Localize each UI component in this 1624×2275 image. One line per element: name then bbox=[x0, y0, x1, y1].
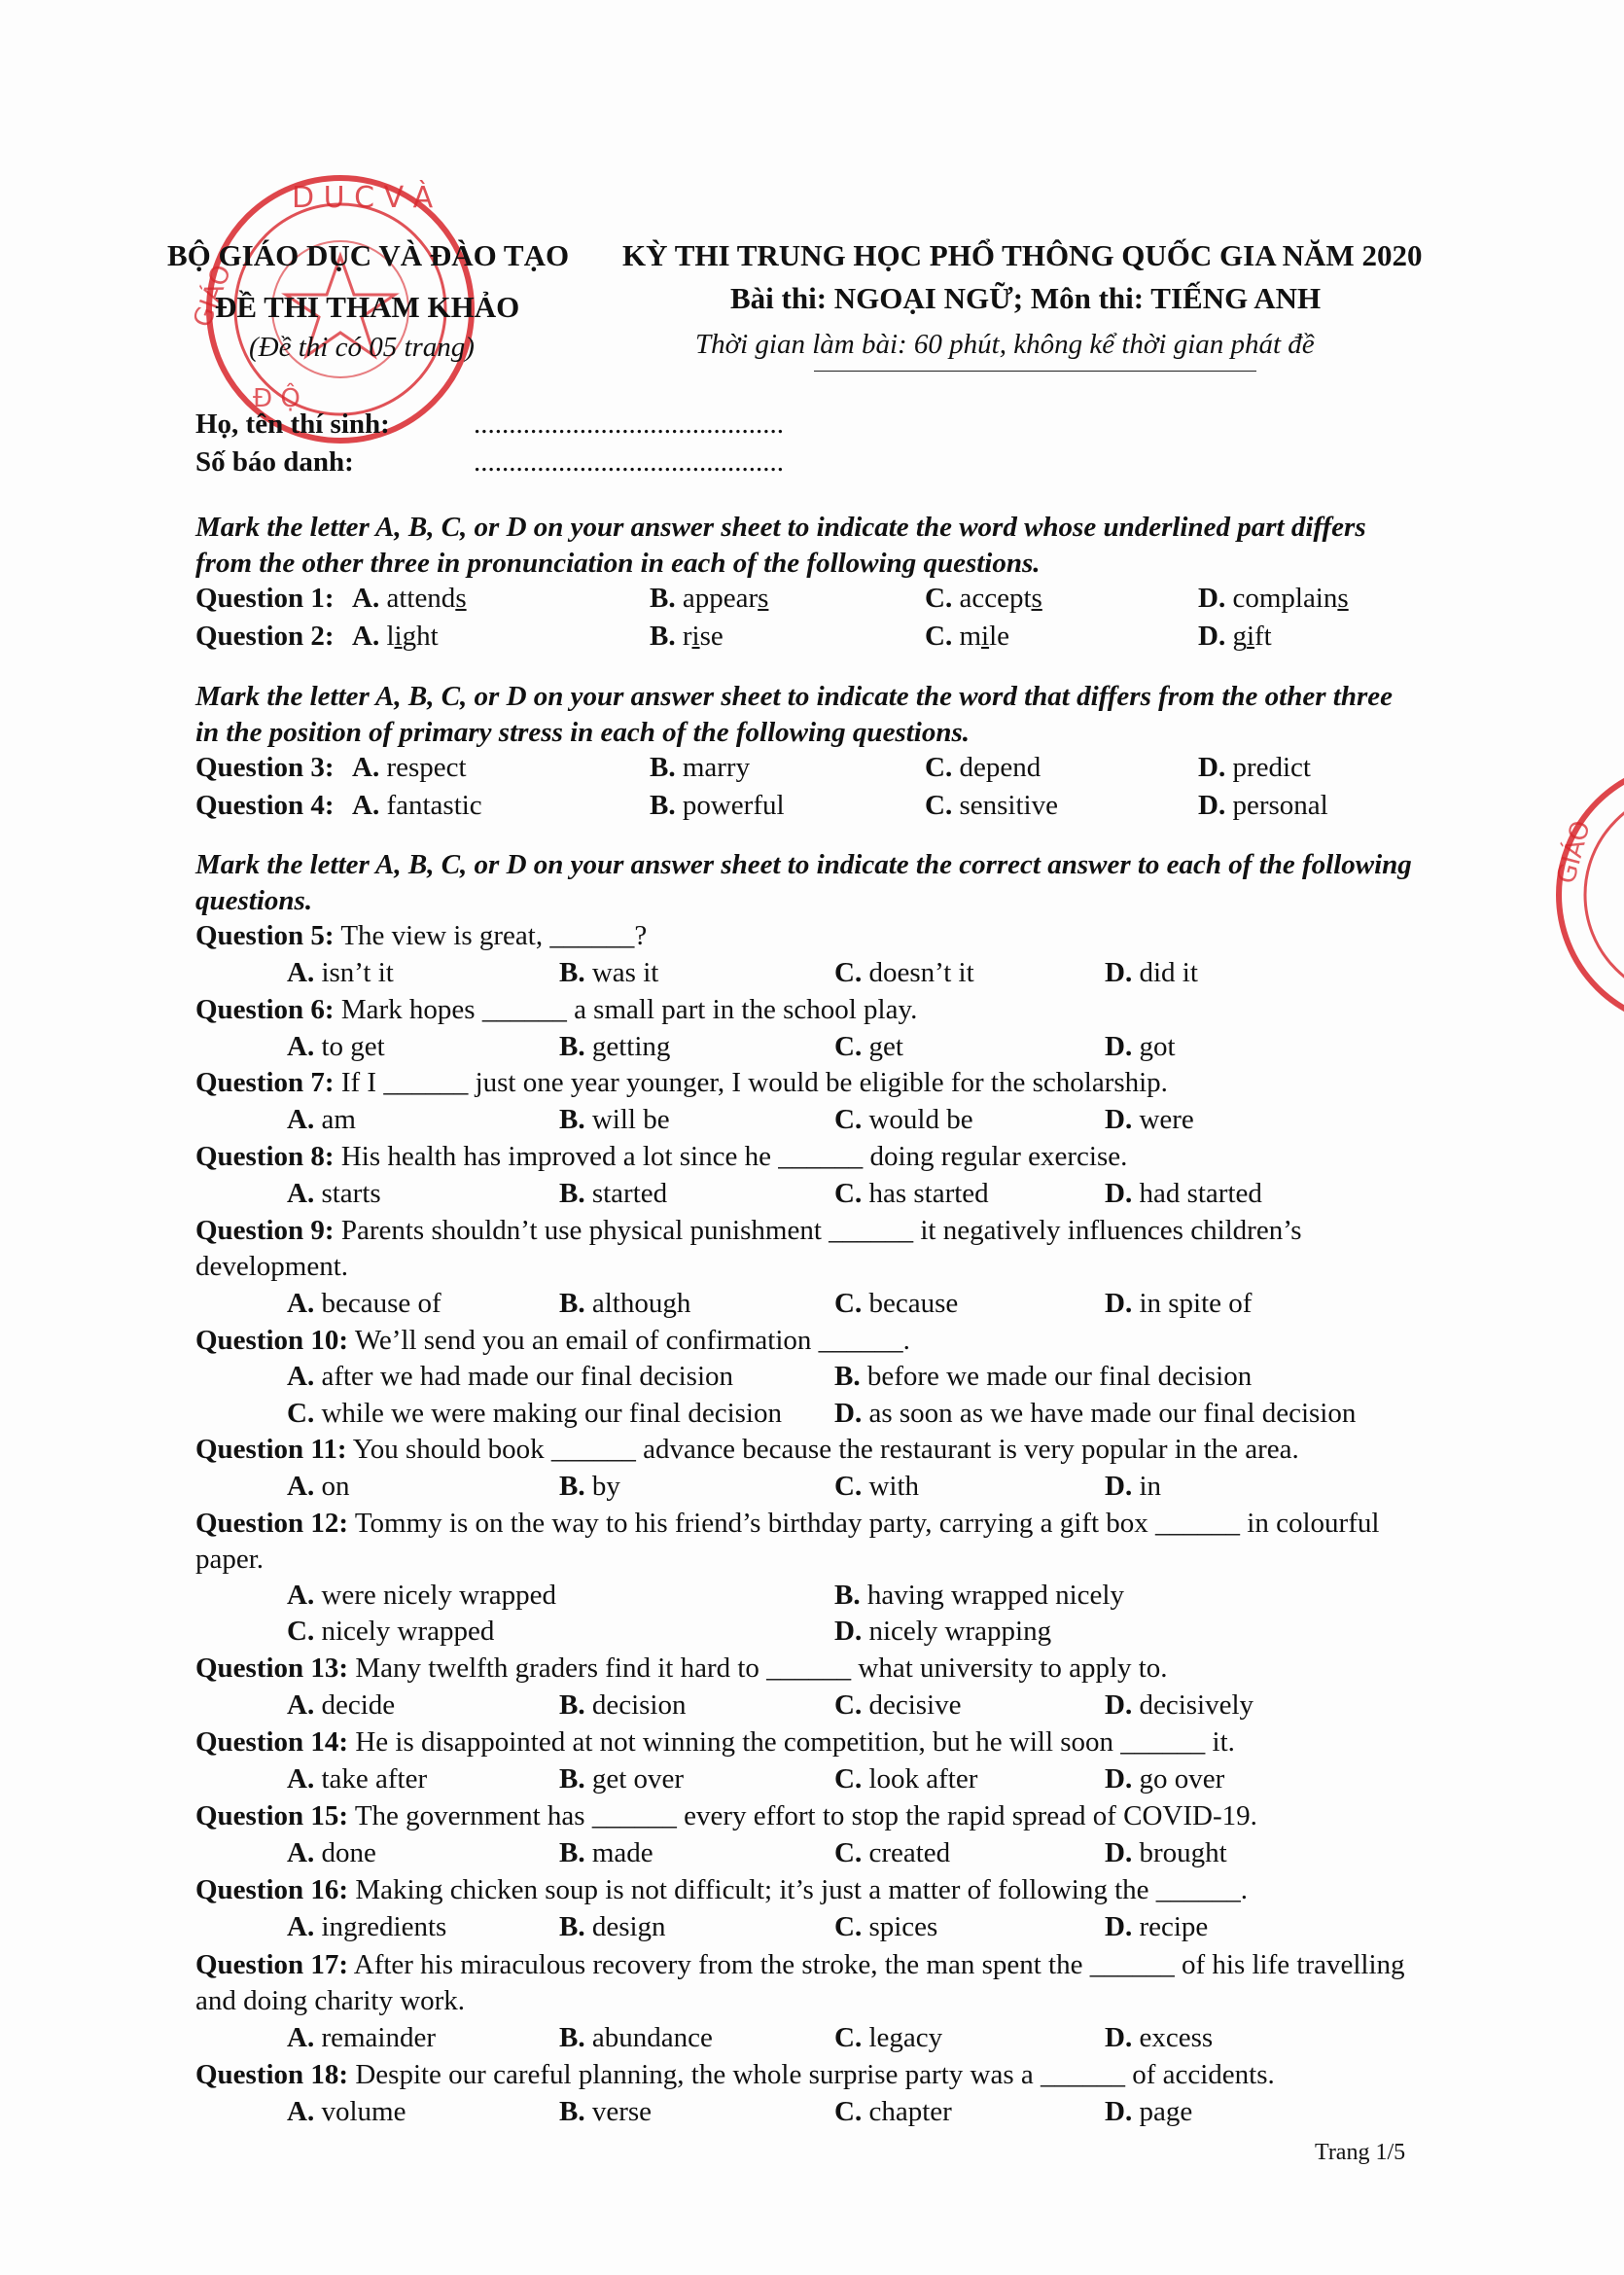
q3-option-a[interactable]: A. respect bbox=[352, 752, 467, 783]
q15-option-a[interactable]: A. done bbox=[287, 1837, 376, 1868]
q4-option-b[interactable]: B. powerful bbox=[650, 790, 785, 821]
question-3: Question 3: bbox=[195, 752, 335, 783]
q13-option-c[interactable]: C. decisive bbox=[834, 1689, 962, 1721]
q12-option-b[interactable]: B. having wrapped nicely bbox=[834, 1580, 1124, 1611]
question-12: Question 12: Tommy is on the way to his friend’s birthday party, carrying a gift box ______ in colourful paper. bbox=[195, 1508, 1380, 1575]
q14-option-a[interactable]: A. take after bbox=[287, 1763, 428, 1795]
q18-option-c[interactable]: C. chapter bbox=[834, 2096, 952, 2127]
q13-option-a[interactable]: A. decide bbox=[287, 1689, 396, 1721]
q18-option-d[interactable]: D. page bbox=[1105, 2096, 1193, 2127]
q14-option-b[interactable]: B. get over bbox=[559, 1763, 685, 1795]
q3-option-b[interactable]: B. marry bbox=[650, 752, 751, 783]
q8-option-c[interactable]: C. has started bbox=[834, 1178, 989, 1209]
q10-option-b[interactable]: B. before we made our final decision bbox=[834, 1361, 1253, 1392]
question-1 bbox=[195, 581, 335, 617]
q2-option-d[interactable]: D. gift bbox=[1198, 621, 1272, 652]
q2-option-a[interactable]: A. light bbox=[352, 621, 439, 652]
q3-option-d[interactable]: D. predict bbox=[1198, 752, 1311, 783]
q4-option-d[interactable]: D. personal bbox=[1198, 790, 1328, 821]
q17-option-b[interactable]: B. abundance bbox=[559, 2022, 713, 2053]
header-rule bbox=[814, 371, 1256, 372]
question-15: Question 15: The government has ______ every effort to stop the rapid spread of COVID-19. bbox=[195, 1800, 1257, 1831]
q5-option-c[interactable]: C. doesn’t it bbox=[834, 957, 974, 988]
q14-option-c[interactable]: C. look after bbox=[834, 1763, 978, 1795]
q6-option-c[interactable]: C. get bbox=[834, 1031, 903, 1062]
exam-title: KỲ THI TRUNG HỌC PHỔ THÔNG QUỐC GIA NĂM 2020 bbox=[622, 238, 1423, 272]
q14-option-d[interactable]: D. go over bbox=[1105, 1763, 1225, 1795]
side-seal-fragment bbox=[1544, 749, 1624, 1041]
q7-option-d[interactable]: D. were bbox=[1105, 1104, 1194, 1135]
ministry-name: BỘ GIÁO DỤC VÀ ĐÀO TẠO bbox=[167, 238, 570, 272]
candidate-id-label: Số báo danh: bbox=[195, 446, 354, 478]
question-5: Question 5: The view is great, ______? bbox=[195, 920, 648, 951]
svg-text:GIÁO: GIÁO bbox=[188, 261, 238, 332]
question-label: Question 2: bbox=[195, 621, 335, 652]
question-18: Question 18: Despite our careful planning, the whole surprise party was a ______ of accidents. bbox=[195, 2059, 1275, 2090]
q17-option-c[interactable]: C. legacy bbox=[834, 2022, 943, 2053]
question-14: Question 14: He is disappointed at not winning the competition, but he will soon ______ it. bbox=[195, 1726, 1235, 1758]
candidate-id-dots: ............................................ bbox=[474, 446, 784, 478]
q16-option-c[interactable]: C. spices bbox=[834, 1911, 938, 1942]
page-number: Trang 1/5 bbox=[1315, 2140, 1406, 2165]
q11-option-b[interactable]: B. by bbox=[559, 1471, 620, 1502]
question-13: Question 13: Many twelfth graders find it hard to ______ what university to apply to. bbox=[195, 1653, 1168, 1684]
q12-option-d[interactable]: D. nicely wrapping bbox=[834, 1616, 1052, 1647]
q1-option-d[interactable]: D. complains bbox=[1198, 583, 1349, 614]
q12-option-a[interactable]: A. were nicely wrapped bbox=[287, 1580, 556, 1611]
q9-option-d[interactable]: D. in spite of bbox=[1105, 1288, 1253, 1319]
q16-option-d[interactable]: D. recipe bbox=[1105, 1911, 1209, 1942]
section-stress-instruction: Mark the letter A, B, C, or D on your answer sheet to indicate the word that differs from the other three in the position of primary stress in each of the following questions. bbox=[195, 681, 1393, 748]
q1-option-a[interactable]: A. attends bbox=[352, 583, 467, 614]
q8-option-b[interactable]: B. started bbox=[559, 1178, 668, 1209]
question-label: Question 1: bbox=[195, 583, 335, 614]
exam-time: Thời gian làm bài: 60 phút, không kể thời gian phát đề bbox=[695, 329, 1315, 360]
q9-option-a[interactable]: A. because of bbox=[287, 1288, 441, 1319]
exam-subject: Bài thi: NGOẠI NGỮ; Môn thi: TIẾNG ANH bbox=[730, 281, 1322, 315]
q1-option-b[interactable]: B. appears bbox=[650, 583, 769, 614]
q6-option-b[interactable]: B. getting bbox=[559, 1031, 671, 1062]
q18-option-b[interactable]: B. verse bbox=[559, 2096, 653, 2127]
candidate-name-label: Họ, tên thí sinh: bbox=[195, 409, 390, 440]
q2-option-b[interactable]: B. rise bbox=[650, 621, 724, 652]
question-17: Question 17: After his miraculous recovery from the stroke, the man spent the ______ of his life travelling and doing charity work. bbox=[195, 1949, 1405, 2016]
q7-option-c[interactable]: C. would be bbox=[834, 1104, 973, 1135]
q9-option-c[interactable]: C. because bbox=[834, 1288, 959, 1319]
q9-option-b[interactable]: B. although bbox=[559, 1288, 691, 1319]
q8-option-d[interactable]: D. had started bbox=[1105, 1178, 1262, 1209]
q4-option-c[interactable]: C. sensitive bbox=[925, 790, 1058, 821]
q16-option-a[interactable]: A. ingredients bbox=[287, 1911, 447, 1942]
question-4: Question 4: bbox=[195, 790, 335, 821]
q13-option-d[interactable]: D. decisively bbox=[1105, 1689, 1254, 1721]
q13-option-b[interactable]: B. decision bbox=[559, 1689, 687, 1721]
question-16: Question 16: Making chicken soup is not difficult; it’s just a matter of following the ______. bbox=[195, 1874, 1249, 1905]
q17-option-a[interactable]: A. remainder bbox=[287, 2022, 436, 2053]
q17-option-d[interactable]: D. excess bbox=[1105, 2022, 1214, 2053]
section-pronunciation-instruction: Mark the letter A, B, C, or D on your answer sheet to indicate the word whose underlined part differs from the other three in pronunciation in each of the following questions. bbox=[195, 512, 1366, 579]
q5-option-d[interactable]: D. did it bbox=[1105, 957, 1198, 988]
candidate-name-dots: ............................................ bbox=[474, 409, 784, 440]
q16-option-b[interactable]: B. design bbox=[559, 1911, 666, 1942]
q7-option-a[interactable]: A. am bbox=[287, 1104, 356, 1135]
q15-option-d[interactable]: D. brought bbox=[1105, 1837, 1227, 1868]
svg-text:Đ Ộ: Đ Ộ bbox=[253, 384, 300, 413]
q15-option-c[interactable]: C. created bbox=[834, 1837, 951, 1868]
q1-option-c[interactable]: C. accepts bbox=[925, 583, 1042, 614]
q11-option-a[interactable]: A. on bbox=[287, 1471, 350, 1502]
question-9: Question 9: Parents shouldn’t use physical punishment ______ it negatively influences children’s development. bbox=[195, 1215, 1302, 1282]
q10-option-d[interactable]: D. as soon as we have made our final decision bbox=[834, 1398, 1357, 1429]
question-10: Question 10: We’ll send you an email of confirmation ______. bbox=[195, 1325, 910, 1356]
question-8: Question 8: His health has improved a lot since he ______ doing regular exercise. bbox=[195, 1141, 1128, 1172]
question-11: Question 11: You should book ______ advance because the restaurant is very popular in the area. bbox=[195, 1434, 1299, 1465]
svg-text:D U C V À: D U C V À bbox=[292, 181, 434, 215]
q2-option-c[interactable]: C. mile bbox=[925, 621, 1010, 652]
svg-text:GIÁO: GIÁO bbox=[1551, 817, 1597, 887]
q11-option-c[interactable]: C. with bbox=[834, 1471, 920, 1502]
q10-option-a[interactable]: A. after we had made our final decision bbox=[287, 1361, 733, 1392]
section-grammar-instruction: Mark the letter A, B, C, or D on your answer sheet to indicate the correct answer to each of the following questions. bbox=[195, 849, 1412, 916]
question-7: Question 7: If I ______ just one year younger, I would be eligible for the scholarship. bbox=[195, 1067, 1168, 1098]
question-2 bbox=[195, 619, 335, 655]
q11-option-d[interactable]: D. in bbox=[1105, 1471, 1162, 1502]
q6-option-a[interactable]: A. to get bbox=[287, 1031, 385, 1062]
question-6: Question 6: Mark hopes ______ a small part in the school play. bbox=[195, 994, 918, 1025]
q12-option-c[interactable]: C. nicely wrapped bbox=[287, 1616, 495, 1647]
q5-option-b[interactable]: B. was it bbox=[559, 957, 659, 988]
pages-note: (Đề thi có 05 trang) bbox=[249, 332, 475, 363]
q15-option-b[interactable]: B. made bbox=[559, 1837, 653, 1868]
q6-option-d[interactable]: D. got bbox=[1105, 1031, 1176, 1062]
q18-option-a[interactable]: A. volume bbox=[287, 2096, 406, 2127]
q10-option-c[interactable]: C. while we were making our final decision bbox=[287, 1398, 782, 1429]
q3-option-c[interactable]: C. depend bbox=[925, 752, 1041, 783]
q4-option-a[interactable]: A. fantastic bbox=[352, 790, 482, 821]
doc-type: ĐỀ THI THAM KHẢO bbox=[215, 290, 520, 324]
q8-option-a[interactable]: A. starts bbox=[287, 1178, 381, 1209]
q7-option-b[interactable]: B. will be bbox=[559, 1104, 670, 1135]
q5-option-a[interactable]: A. isn’t it bbox=[287, 957, 394, 988]
